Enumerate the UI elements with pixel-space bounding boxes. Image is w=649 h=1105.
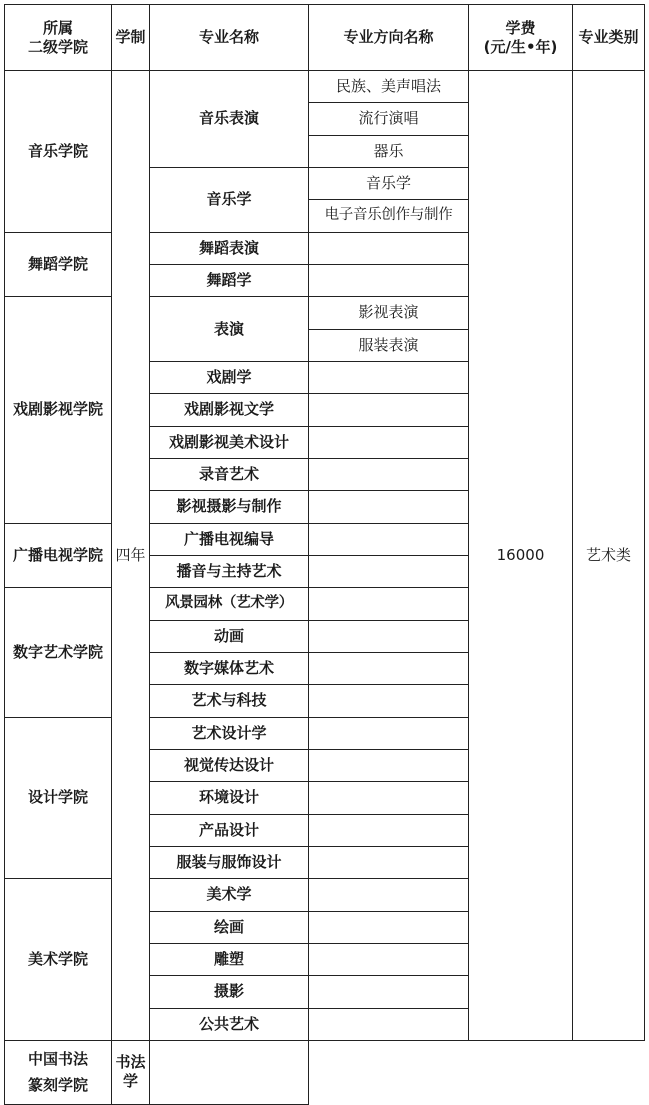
major-cell: 雕塑 [150, 943, 309, 975]
direction-cell [309, 814, 469, 846]
direction-cell [309, 523, 469, 555]
direction-cell [150, 1040, 309, 1104]
direction-cell [309, 846, 469, 878]
major-cell: 动画 [150, 620, 309, 652]
direction-cell: 音乐学 [309, 167, 469, 199]
direction-cell [309, 717, 469, 749]
major-cell: 视觉传达设计 [150, 749, 309, 781]
header-fee: 学费 (元/生•年) [469, 5, 573, 71]
major-cell: 戏剧影视美术设计 [150, 426, 309, 458]
major-cell: 服装与服饰设计 [150, 846, 309, 878]
direction-cell [309, 620, 469, 652]
direction-cell: 影视表演 [309, 297, 469, 329]
header-duration: 学制 [112, 5, 150, 71]
duration-cell: 四年 [112, 71, 150, 1041]
direction-cell [309, 879, 469, 911]
major-cell: 环境设计 [150, 782, 309, 814]
college-cell: 美术学院 [5, 879, 112, 1041]
direction-cell [309, 394, 469, 426]
header-category: 专业类别 [573, 5, 645, 71]
header-college: 所属 二级学院 [5, 5, 112, 71]
major-cell: 公共艺术 [150, 1008, 309, 1040]
direction-cell [309, 361, 469, 393]
major-cell: 艺术与科技 [150, 685, 309, 717]
major-cell: 影视摄影与制作 [150, 491, 309, 523]
college-cell: 数字艺术学院 [5, 588, 112, 717]
major-cell: 摄影 [150, 976, 309, 1008]
major-cell: 戏剧学 [150, 361, 309, 393]
direction-cell [309, 426, 469, 458]
direction-cell [309, 1008, 469, 1040]
direction-cell: 器乐 [309, 135, 469, 167]
college-cell: 中国书法 篆刻学院 [5, 1040, 112, 1104]
direction-cell [309, 232, 469, 264]
direction-cell [309, 685, 469, 717]
major-cell: 播音与主持艺术 [150, 555, 309, 587]
header-major: 专业名称 [150, 5, 309, 71]
direction-cell: 服装表演 [309, 329, 469, 361]
direction-cell [309, 782, 469, 814]
college-cell: 音乐学院 [5, 71, 112, 233]
direction-cell [309, 491, 469, 523]
fee-cell: 16000 [469, 71, 573, 1041]
direction-cell: 民族、美声唱法 [309, 71, 469, 103]
major-cell: 产品设计 [150, 814, 309, 846]
direction-cell: 流行演唱 [309, 103, 469, 135]
direction-cell [309, 588, 469, 620]
major-cell: 舞蹈表演 [150, 232, 309, 264]
major-cell: 艺术设计学 [150, 717, 309, 749]
major-cell: 广播电视编导 [150, 523, 309, 555]
college-cell: 广播电视学院 [5, 523, 112, 588]
college-cell: 舞蹈学院 [5, 232, 112, 297]
header-direction: 专业方向名称 [309, 5, 469, 71]
major-cell: 戏剧影视文学 [150, 394, 309, 426]
major-cell: 音乐学 [150, 167, 309, 232]
major-cell: 风景园林（艺术学） [150, 588, 309, 620]
direction-cell [309, 943, 469, 975]
majors-fee-table [4, 4, 645, 1105]
direction-cell [309, 976, 469, 1008]
direction-cell [309, 264, 469, 296]
direction-cell [309, 555, 469, 587]
major-cell: 数字媒体艺术 [150, 652, 309, 684]
direction-cell: 电子音乐创作与制作 [309, 200, 469, 232]
direction-cell [309, 911, 469, 943]
college-cell: 戏剧影视学院 [5, 297, 112, 523]
table-row [5, 1040, 645, 1104]
table-row [5, 71, 645, 103]
direction-cell [309, 458, 469, 490]
major-cell: 录音艺术 [150, 458, 309, 490]
direction-cell [309, 749, 469, 781]
header-row [5, 5, 645, 71]
major-cell: 书法学 [112, 1040, 150, 1104]
major-cell: 表演 [150, 297, 309, 362]
direction-cell [309, 652, 469, 684]
major-cell: 音乐表演 [150, 71, 309, 168]
college-cell: 设计学院 [5, 717, 112, 879]
major-cell: 绘画 [150, 911, 309, 943]
major-cell: 舞蹈学 [150, 264, 309, 296]
major-cell: 美术学 [150, 879, 309, 911]
category-cell: 艺术类 [573, 71, 645, 1041]
